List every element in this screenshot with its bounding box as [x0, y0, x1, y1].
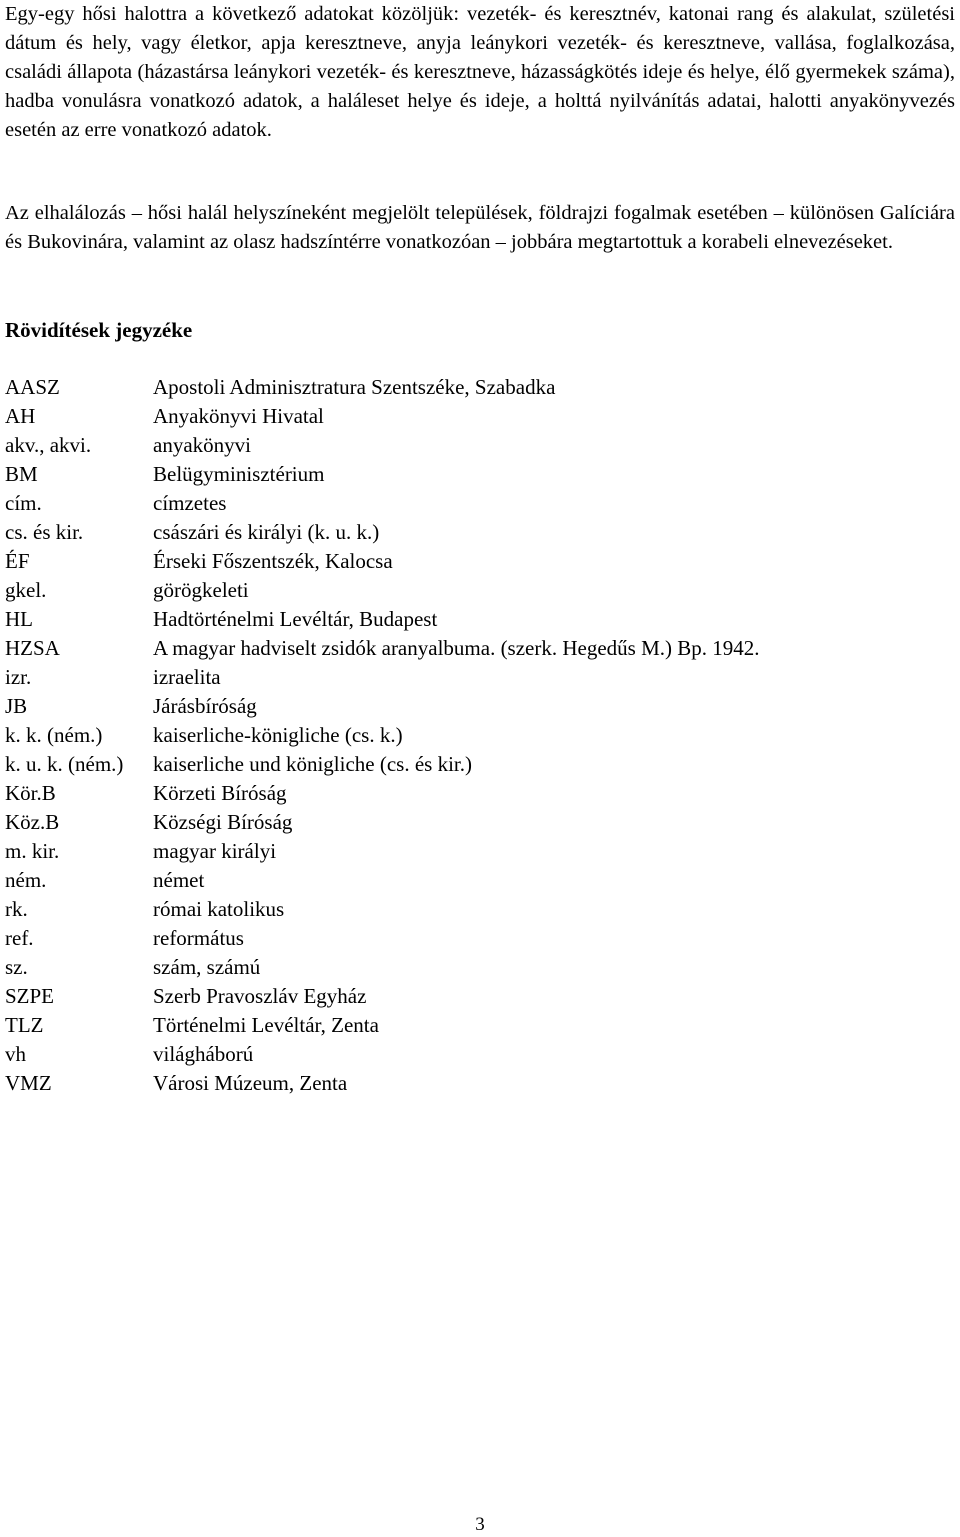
abbreviation-row	[5, 866, 760, 895]
abbreviation-row	[5, 489, 760, 518]
abbreviation-term: vh	[5, 1042, 26, 1066]
abbreviation-row	[5, 460, 760, 489]
abbreviation-definition: Járásbíróság	[153, 694, 257, 718]
abbreviation-row	[5, 605, 760, 634]
abbreviation-row	[5, 547, 760, 576]
abbreviation-definition: Városi Múzeum, Zenta	[153, 1071, 348, 1095]
abbreviation-row	[5, 750, 760, 779]
abbreviation-definition: Anyakönyvi Hivatal	[153, 404, 324, 428]
abbreviation-row	[5, 953, 760, 982]
abbreviation-definition: világháború	[153, 1042, 254, 1066]
abbreviation-row	[5, 721, 760, 750]
abbreviations-heading: Rövidítések jegyzéke	[5, 318, 193, 342]
abbreviation-definition: római katolikus	[153, 897, 285, 921]
abbreviation-row	[5, 924, 760, 953]
abbreviation-definition: A magyar hadviselt zsidók aranyalbuma. (szerk. Hegedűs M.) Bp. 1942.	[153, 636, 760, 660]
abbreviation-definition: izraelita	[153, 665, 221, 689]
abbreviation-term: VMZ	[5, 1071, 52, 1095]
abbreviation-row	[5, 837, 760, 866]
abbreviation-definition: szám, számú	[153, 955, 261, 979]
abbreviation-term: m. kir.	[5, 839, 60, 863]
abbreviation-definition: Történelmi Levéltár, Zenta	[153, 1013, 379, 1037]
abbreviation-term: k. k. (ném.)	[5, 723, 103, 747]
abbreviation-row	[5, 518, 760, 547]
abbreviation-term: SZPE	[5, 984, 55, 1008]
abbreviation-term: cím.	[5, 491, 42, 515]
abbreviation-row	[5, 634, 760, 663]
abbreviation-row	[5, 895, 760, 924]
abbreviation-definition: Körzeti Bíróság	[153, 781, 287, 805]
abbreviation-term: Kör.B	[5, 781, 56, 805]
abbreviations-list	[5, 373, 760, 1098]
abbreviation-definition: német	[153, 868, 205, 892]
abbreviation-term: akv., akvi.	[5, 433, 92, 457]
abbreviation-term: gkel.	[5, 578, 47, 602]
abbreviation-definition: Belügyminisztérium	[153, 462, 325, 486]
abbreviation-row	[5, 779, 760, 808]
abbreviation-definition: Községi Bíróság	[153, 810, 293, 834]
abbreviation-term: izr.	[5, 665, 32, 689]
abbreviation-row	[5, 982, 760, 1011]
abbreviation-definition: görögkeleti	[153, 578, 249, 602]
intro-paragraph: Egy-egy hősi halottra a következő adatokat közöljük: vezeték- és keresztnév, katonai rang és alakulat, születési dátum és hely, vagy életkor, apja keresztneve, anyja leánykori vezeték- és keresztneve, vallása, foglalkozása, családi állapota (házastársa leánykori vezeték- és keresztneve, házasságkötés ideje és helye, élő gyermekek száma), hadba vonulásra vonatkozó adatok, a haláleset helye és ideje, a holttá nyilvánítás adatai, halotti anyakönyvezés esetén az erre vonatkozó adatok.	[5, 3, 955, 141]
abbreviation-definition: császári és királyi (k. u. k.)	[153, 520, 380, 544]
abbreviation-row	[5, 663, 760, 692]
abbreviation-term: AH	[5, 404, 36, 428]
abbreviation-term: k. u. k. (ném.)	[5, 752, 124, 776]
abbreviation-row	[5, 1040, 760, 1069]
abbreviation-term: TLZ	[5, 1013, 44, 1037]
abbreviation-row	[5, 808, 760, 837]
abbreviation-row	[5, 1069, 760, 1098]
abbreviation-term: AASZ	[5, 375, 60, 399]
page-number: 3	[475, 1514, 485, 1535]
abbreviation-definition: Szerb Pravoszláv Egyház	[153, 984, 367, 1008]
abbreviation-term: rk.	[5, 897, 28, 921]
abbreviation-definition: Hadtörténelmi Levéltár, Budapest	[153, 607, 438, 631]
abbreviation-definition: kaiserliche und königliche (cs. és kir.)	[153, 752, 472, 776]
abbreviation-row	[5, 431, 760, 460]
abbreviation-definition: magyar királyi	[153, 839, 277, 863]
abbreviation-definition: Apostoli Adminisztratura Szentszéke, Szabadka	[153, 375, 556, 399]
abbreviation-row	[5, 692, 760, 721]
abbreviation-term: cs. és kir.	[5, 520, 84, 544]
abbreviation-term: sz.	[5, 955, 28, 979]
place-names-paragraph: Az elhalálozás – hősi halál helyszíneként megjelölt települések, földrajzi fogalmak esetében – különösen Galíciára és Bukovinára, valamint az olasz hadszíntérre vonatkozóan – jobbára megtartottuk a korabeli elnevezéseket.	[5, 202, 955, 253]
abbreviation-term: BM	[5, 462, 38, 486]
abbreviation-definition: kaiserliche-königliche (cs. k.)	[153, 723, 403, 747]
abbreviation-row	[5, 402, 760, 431]
abbreviation-term: HL	[5, 607, 33, 631]
abbreviation-term: ÉF	[5, 549, 30, 573]
abbreviation-term: ném.	[5, 868, 47, 892]
abbreviation-definition: anyakönyvi	[153, 433, 251, 457]
abbreviation-term: HZSA	[5, 636, 60, 660]
abbreviation-row	[5, 1011, 760, 1040]
abbreviation-definition: címzetes	[153, 491, 227, 515]
abbreviation-definition: Érseki Főszentszék, Kalocsa	[153, 549, 393, 573]
abbreviation-term: Köz.B	[5, 810, 60, 834]
abbreviation-row	[5, 373, 760, 402]
abbreviation-definition: református	[153, 926, 244, 950]
abbreviation-term: ref.	[5, 926, 34, 950]
abbreviation-row	[5, 576, 760, 605]
abbreviation-term: JB	[5, 694, 28, 718]
